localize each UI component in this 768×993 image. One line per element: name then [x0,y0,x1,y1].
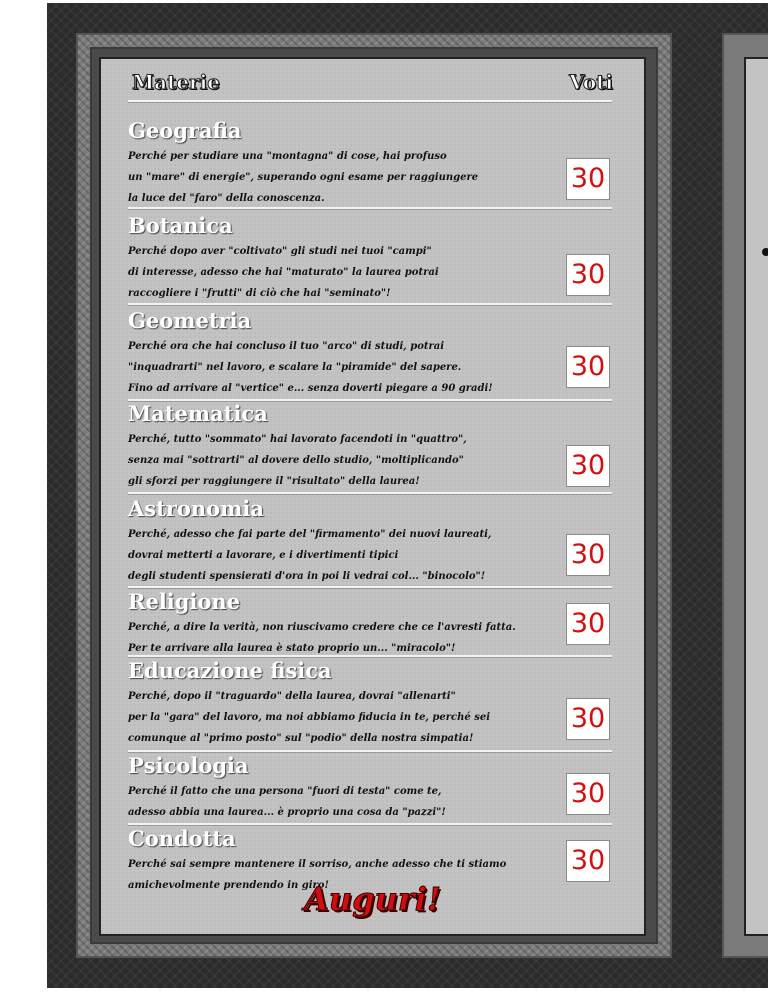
next-page-panel [744,57,768,936]
subject-geografia [128,120,612,209]
description-line: Perché per studiare una "montagna" di cose, hai profuso [128,151,447,162]
subject-description [128,146,612,209]
description-line: Perché, a dire la verità, non riuscivamo credere che ce l'avresti fatta. [128,622,516,633]
subject-description [128,429,612,492]
subject-title: Geometria [128,308,252,333]
header-subjects: Materie [132,70,220,94]
description-line: Perché dopo aver "coltivato" gli studi nei tuoi "campi" [128,246,432,257]
subject-geometria [128,310,612,399]
subject-psicologia [128,755,612,823]
subject-title: Botanica [128,213,233,238]
description-line: per la "gara" del lavoro, ma noi abbiamo fiducia in te, perché sei [128,712,491,723]
subject-educazione-fisica [128,660,612,749]
subject-description [128,336,612,399]
description-line: un "mare" di energie", superando ogni esame per raggiungere [128,172,479,183]
section-divider [128,303,612,305]
grade-box: 30 [566,158,610,200]
subject-botanica [128,215,612,304]
description-line: Perché ora che hai concluso il tuo "arco" di studi, potrai [128,341,445,352]
subject-description [128,686,612,749]
grade-box: 30 [566,840,610,882]
description-line: comunque al "primo posto" sul "podio" della nostra simpatia! [128,733,474,744]
subject-religione [128,591,612,659]
subject-title: Geografia [128,118,242,143]
bullet-dot [762,248,768,256]
grade-box: 30 [566,445,610,487]
description-line: Perché il fatto che una persona "fuori di testa" come te, [128,786,442,797]
grade-box: 30 [566,254,610,296]
auguri-closing: Auguri! [304,880,441,918]
grade-box: 30 [566,698,610,740]
description-line: Perché, tutto "sommato" hai lavorato facendoti in "quattro", [128,434,467,445]
subject-matematica [128,403,612,492]
description-line: Perché sai sempre mantenere il sorriso, anche adesso che ti stiamo [128,859,507,870]
subject-description [128,524,612,587]
subject-title: Astronomia [128,496,264,521]
section-divider [128,750,612,752]
section-divider [128,586,612,588]
subject-title: Religione [128,589,241,614]
subject-description [128,781,612,823]
subject-description [128,617,612,659]
description-line: Perché, dopo il "traguardo" della laurea, dovrai "allenarti" [128,691,456,702]
description-line: "inquadrarti" nel lavoro, e scalare la "piramide" del sapere. [128,362,462,373]
section-divider [128,492,612,494]
header-divider [128,100,612,102]
description-line: dovrai metterti a lavorare, e i divertimenti tipici [128,550,399,561]
description-line: gli sforzi per raggiungere il "risultato" della laurea! [128,476,420,487]
description-line: la luce del "faro" della conoscenza. [128,193,325,204]
subject-title: Condotta [128,826,236,851]
grade-box: 30 [566,346,610,388]
section-divider [128,655,612,657]
subject-description [128,241,612,304]
subject-title: Matematica [128,401,268,426]
description-line: senza mai "sottrarti" al dovere dello studio, "moltiplicando" [128,455,464,466]
description-line: amichevolmente prendendo in giro! [128,880,329,891]
description-line: degli studenti spensierati d'ora in poi li vedrai col... "binocolo"! [128,571,486,582]
description-line: di interesse, adesso che hai "maturato" la laurea potrai [128,267,439,278]
description-line: Fino ad arrivare al "vertice" e... senza doverti piegare a 90 gradi! [128,383,493,394]
section-divider [128,823,612,825]
description-line: adesso abbia una laurea... è proprio una cosa da "pazzi"! [128,807,446,818]
grade-box: 30 [566,603,610,645]
grade-box: 30 [566,773,610,815]
description-line: raccogliere i "frutti" di ciò che hai "seminato"! [128,288,391,299]
subject-title: Psicologia [128,753,249,778]
subject-title: Educazione fisica [128,658,332,683]
section-divider [128,207,612,209]
header-grades: Voti [569,70,613,94]
grade-box: 30 [566,534,610,576]
subject-astronomia [128,498,612,587]
description-line: Perché, adesso che fai parte del "firmamento" dei nuovi laureati, [128,529,492,540]
description-line: Per te arrivare alla laurea è stato proprio un... "miracolo"! [128,643,456,654]
